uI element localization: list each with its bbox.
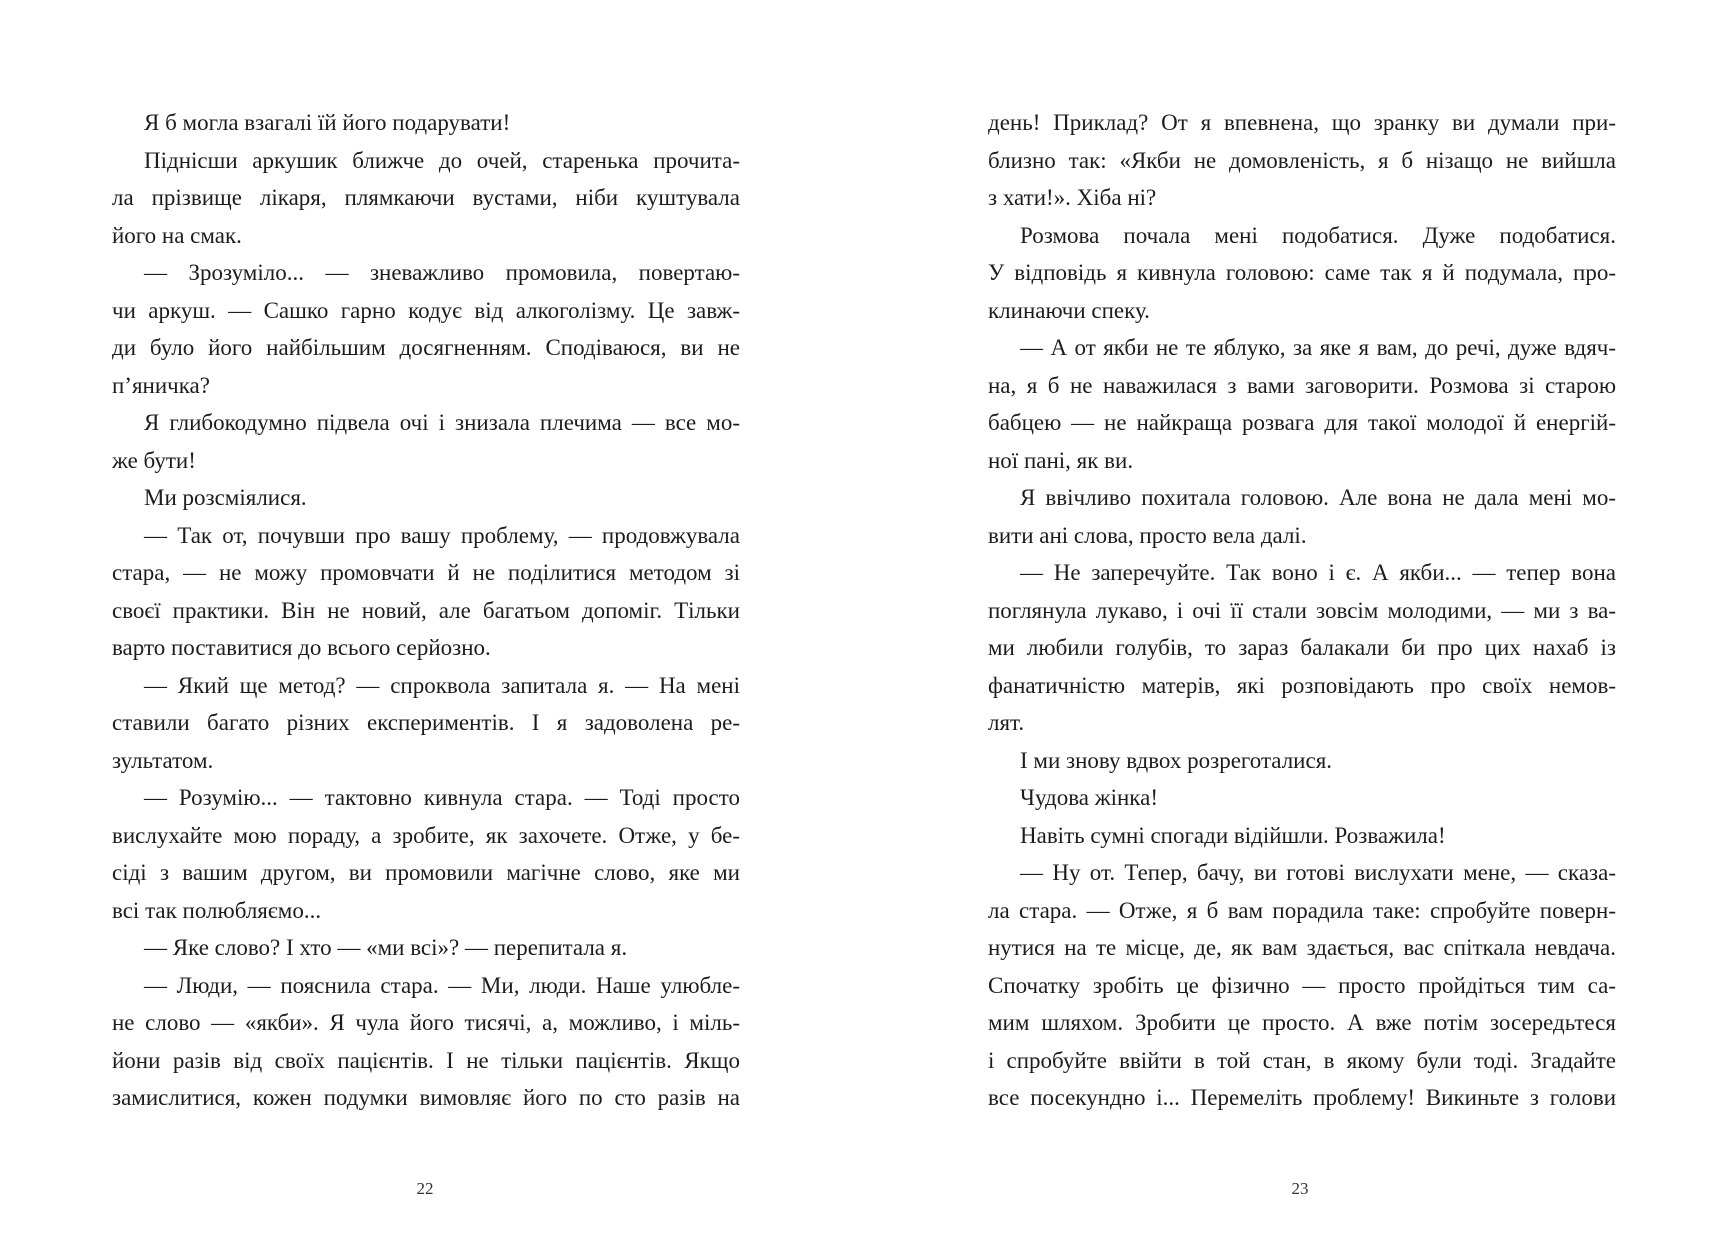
text-line: — Розумію... — тактовно кивнула стара. — Тоді просто [144,785,740,810]
text-line: У відповідь я кивнула головою: саме так я й подумала, про- [988,260,1616,285]
text-line: — Не заперечуйте. Так воно і є. А якби... — тепер вона [1020,560,1616,585]
page-number-right: 23 [1291,1179,1309,1198]
text-line: лят. [988,710,1025,735]
text-line: Я глибокодумно підвела очі і знизала плечима — все мо- [144,410,740,435]
text-line: І ми знову вдвох розреготалися. [1020,747,1333,773]
text-line: Піднісши аркушик ближче до очей, старенька прочита- [144,147,740,173]
text-line: сіді з вашим другом, ви промовили магічне слово, яке ми [112,860,740,885]
text-line: нутися на те місце, де, як вам здається, вас спіткала невдача. [988,935,1616,960]
text-line: замислитися, кожен подумки вимовляє його по сто разів на [112,1085,740,1110]
text-line: — Зрозуміло... — зневажливо промовила, повертаю- [144,260,740,285]
text-line: Чудова жінка! [1020,785,1158,810]
text-line: ла стара. — Отже, я б вам порадила таке: спробуйте поверн- [988,897,1616,923]
text-line: — Так от, почувши про вашу проблему, — продовжувала [144,522,740,548]
text-line: вити ані слова, просто вела далі. [988,522,1307,548]
text-line: бабцею — не найкраща розвага для такої молодої й енергій- [988,410,1616,435]
text-line: Спочатку зробіть це фізично — просто пройдіться тим са- [988,972,1616,998]
right-page-text [988,104,1616,1117]
text-line: ної пані, як ви. [988,447,1134,473]
text-line: — А от якби не те яблуко, за яке я вам, до речі, дуже вдяч- [1020,335,1616,360]
text-line: з хати!». Хіба ні? [988,185,1157,210]
text-line: ставили багато різних експериментів. І я задоволена ре- [112,710,740,735]
text-line: своєї практики. Він не новий, але багатьом допоміг. Тільки [112,597,740,623]
text-line: всі так полюбляємо... [112,897,322,923]
text-line: же бути! [112,447,196,473]
text-line: йони разів від своїх пацієнтів. І не тільки пацієнтів. Якщо [112,1047,740,1073]
text-line: день! Приклад? От я впевнена, що зранку ви думали при- [988,110,1616,135]
text-line: чи аркуш. — Сашко гарно кодує від алкоголізму. Це завж- [112,297,740,323]
text-line: близно так: «Якби не домовленість, я б нізащо не вийшла [988,147,1616,173]
text-line: фанатичністю матерів, які розповідають про своїх немов- [988,672,1616,698]
text-line: варто поставитися до всього серйозно. [112,635,491,660]
text-line: на, я б не наважилася з вами заговорити. Розмова зі старою [988,372,1616,398]
page-number-left: 22 [416,1179,434,1198]
text-line: все посекундно і... Перемеліть проблему! Викиньте з голови [988,1085,1616,1110]
text-line: Розмова почала мені подобатися. Дуже подобатися. [1020,222,1616,248]
text-line: не слово — «якби». Я чула його тисячі, а, можливо, і міль- [112,1010,740,1035]
text-line: мим шляхом. Зробити це просто. А вже потім зосередьтеся [988,1010,1616,1035]
text-line: ми любили голубів, то зараз балакали би про цих нахаб із [988,635,1616,660]
text-line: — Ну от. Тепер, бачу, ви готові вислухати мене, — сказа- [1020,860,1616,885]
text-line: — Який ще метод? — спроквола запитала я. — На мені [144,672,740,698]
text-line: ди було його найбільшим досягненням. Сподіваюся, ви не [112,335,740,360]
text-line: ла прізвище лікаря, плямкаючи вустами, ніби куштувала [112,185,740,210]
text-line: — Яке слово? І хто — «ми всі»? — перепитала я. [144,935,628,960]
text-line: клинаючи спеку. [988,297,1150,323]
text-line: вислухайте мою пораду, а зробите, як захочете. Отже, у бе- [112,822,740,848]
text-line: поглянула лукаво, і очі її стали зовсім молодими, — ми з ва- [988,597,1616,623]
text-line: Ми розсміялися. [144,485,307,510]
text-line: стара, — не можу промовчати й не поділитися методом зі [112,560,740,585]
text-line: його на смак. [112,222,242,248]
text-line: — Люди, — пояснила стара. — Ми, люди. Наше улюбле- [144,972,740,998]
text-line: п’яничка? [112,372,210,398]
text-line: Навіть сумні спогади відійшли. Розважила! [1020,822,1446,848]
text-line: і спробуйте ввійти в той стан, в якому були тоді. Згадайте [988,1047,1616,1073]
left-page-text [112,104,740,1117]
text-line: зультатом. [112,747,214,773]
text-line: Я б могла взагалі їй його подарувати! [144,110,511,135]
text-line: Я ввічливо похитала головою. Але вона не дала мені мо- [1020,485,1616,510]
